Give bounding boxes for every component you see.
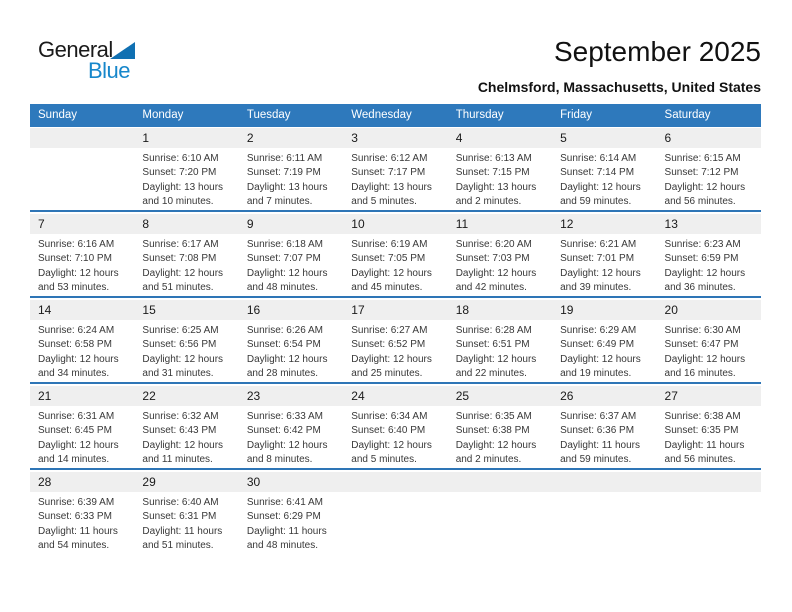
calendar (30, 104, 761, 554)
day-number: 10 (351, 217, 365, 231)
day-info-line: Daylight: 11 hours (664, 439, 745, 451)
empty-day-cell (30, 148, 134, 210)
day-cell (343, 320, 447, 382)
day-info-line: Daylight: 13 hours (351, 181, 432, 193)
day-info-line: Sunset: 6:40 PM (351, 425, 426, 437)
day-info-line: Daylight: 12 hours (560, 181, 641, 193)
day-info-line: Sunrise: 6:33 AM (246, 411, 323, 422)
day-info-line: Sunset: 7:05 PM (351, 253, 426, 265)
day-cell (134, 492, 238, 554)
day-info-line: Sunrise: 6:16 AM (38, 239, 115, 250)
day-info-line: Sunset: 6:35 PM (664, 425, 739, 437)
day-number (552, 472, 656, 492)
day-number: 9 (246, 217, 254, 231)
day-info-line: Daylight: 13 hours (455, 181, 537, 193)
day-info-line: Daylight: 12 hours (38, 267, 119, 279)
day-info-line: Sunset: 7:20 PM (142, 167, 217, 179)
day-info-line: Sunset: 6:38 PM (455, 425, 530, 437)
day-info-line: Daylight: 12 hours (560, 267, 641, 279)
day-number: 14 (38, 303, 52, 317)
day-info-line: Sunset: 7:10 PM (38, 253, 112, 265)
day-info-line: Sunset: 6:31 PM (142, 511, 217, 523)
empty-day-cell (448, 492, 552, 554)
day-info-line: Daylight: 12 hours (142, 353, 224, 365)
weekday-header-wednesday: Wednesday (351, 109, 412, 121)
day-info-line: Daylight: 12 hours (246, 353, 328, 365)
day-info-line: Daylight: 12 hours (351, 439, 432, 451)
day-info-line: Daylight: 12 hours (142, 439, 224, 451)
day-info-line: and 48 minutes. (246, 539, 319, 551)
day-number: 21 (38, 389, 52, 403)
day-info-line: Sunrise: 6:25 AM (142, 325, 219, 336)
day-info-line: Sunset: 7:12 PM (664, 167, 739, 179)
day-info-line: and 31 minutes. (142, 367, 214, 379)
day-info-line: and 36 minutes. (664, 281, 736, 293)
day-info-line: and 19 minutes. (560, 367, 632, 379)
day-cell (657, 406, 761, 468)
day-cell (30, 234, 134, 296)
day-info-line: Daylight: 12 hours (455, 267, 537, 279)
day-cell (448, 320, 552, 382)
day-number: 23 (246, 389, 261, 403)
day-number: 26 (560, 389, 574, 403)
weekday-header-row (30, 104, 761, 127)
day-info-line: Sunset: 6:29 PM (246, 511, 321, 523)
day-info-line: Daylight: 12 hours (455, 439, 537, 451)
day-info-line: Sunset: 6:45 PM (38, 425, 112, 437)
weekday-header-sunday: Sunday (38, 109, 78, 121)
day-info-line: Sunrise: 6:24 AM (38, 325, 115, 336)
day-info-line: Sunrise: 6:15 AM (664, 153, 741, 164)
day-info-line: and 2 minutes. (455, 195, 522, 207)
day-number: 28 (38, 475, 52, 489)
day-number: 7 (38, 217, 45, 231)
day-info-line: Sunrise: 6:31 AM (38, 411, 115, 422)
day-info-line: Sunset: 6:33 PM (38, 511, 112, 523)
day-cell (239, 234, 343, 296)
empty-day-cell (552, 492, 656, 554)
day-number: 1 (142, 131, 150, 145)
day-cell (657, 320, 761, 382)
day-number: 8 (142, 217, 150, 231)
week-row (30, 210, 761, 296)
day-info-line: Sunset: 6:36 PM (560, 425, 635, 437)
day-number (448, 472, 552, 492)
day-info-line: Daylight: 12 hours (664, 267, 746, 279)
day-info-line: Sunrise: 6:32 AM (142, 411, 219, 422)
day-number: 29 (142, 475, 156, 489)
day-info-line: and 14 minutes. (38, 453, 110, 465)
day-cell (239, 320, 343, 382)
day-cell (239, 406, 343, 468)
week-row (30, 382, 761, 468)
day-info-line: Daylight: 11 hours (246, 525, 327, 537)
week-row (30, 127, 761, 210)
day-number: 2 (246, 131, 254, 145)
day-cell (552, 320, 656, 382)
day-info-line: Sunset: 6:59 PM (664, 253, 739, 265)
day-number: 15 (142, 303, 156, 317)
day-cell (552, 148, 656, 210)
day-cell (30, 492, 134, 554)
day-number: 13 (664, 217, 678, 231)
day-number (657, 472, 761, 492)
page-location: Chelmsford, Massachusetts, United States (477, 79, 761, 95)
day-cell (552, 234, 656, 296)
day-info-line: Daylight: 12 hours (455, 353, 537, 365)
day-info-line: Sunrise: 6:26 AM (246, 325, 323, 336)
calendar-weeks (30, 127, 761, 554)
day-info-line: Daylight: 11 hours (142, 525, 223, 537)
day-info-line: Sunrise: 6:18 AM (246, 239, 323, 250)
day-cell (448, 234, 552, 296)
week-row (30, 468, 761, 554)
day-number-band (30, 472, 761, 492)
day-details-row (30, 320, 761, 382)
day-info-line: Daylight: 12 hours (246, 267, 328, 279)
day-info-line: Daylight: 12 hours (38, 439, 119, 451)
day-number (343, 472, 447, 492)
day-info-line: Sunrise: 6:29 AM (560, 325, 637, 336)
day-number: 18 (455, 303, 470, 317)
day-info-line: Sunrise: 6:21 AM (560, 239, 637, 250)
day-info-line: and 34 minutes. (38, 367, 110, 379)
day-info-line: Daylight: 12 hours (351, 267, 432, 279)
day-cell (448, 148, 552, 210)
weekday-header-tuesday: Tuesday (246, 109, 291, 121)
day-info-line: Sunrise: 6:17 AM (142, 239, 219, 250)
day-info-line: and 16 minutes. (664, 367, 736, 379)
day-info-line: Daylight: 11 hours (560, 439, 640, 451)
day-number-band (30, 300, 761, 320)
day-info-line: and 48 minutes. (246, 281, 319, 293)
day-info-line: and 11 minutes. (142, 453, 213, 465)
day-number (30, 128, 134, 148)
day-info-line: Sunset: 6:58 PM (38, 339, 112, 351)
day-cell (30, 320, 134, 382)
day-info-line: and 7 minutes. (246, 195, 313, 207)
day-number: 5 (560, 131, 567, 145)
day-cell (343, 406, 447, 468)
day-number: 12 (560, 217, 574, 231)
weekday-header-thursday: Thursday (455, 109, 504, 121)
day-info-line: Sunset: 6:47 PM (664, 339, 739, 351)
day-info-line: and 22 minutes. (455, 367, 527, 379)
day-info-line: Sunrise: 6:13 AM (455, 153, 532, 164)
page-title: September 2025 (553, 36, 761, 67)
day-info-line: Sunset: 6:51 PM (455, 339, 530, 351)
day-info-line: Sunrise: 6:14 AM (560, 153, 637, 164)
day-number: 30 (246, 475, 261, 489)
day-cell (239, 492, 343, 554)
day-details-row (30, 406, 761, 468)
day-info-line: Sunset: 7:14 PM (560, 167, 635, 179)
day-number: 27 (664, 389, 678, 403)
day-info-line: Sunrise: 6:35 AM (455, 411, 532, 422)
weekday-header-monday: Monday (142, 109, 184, 121)
day-number: 11 (455, 217, 469, 231)
day-info-line: Sunset: 6:56 PM (142, 339, 217, 351)
day-cell (448, 406, 552, 468)
day-info-line: Sunrise: 6:20 AM (455, 239, 532, 250)
general-blue-logo (38, 37, 158, 85)
day-info-line: and 45 minutes. (351, 281, 423, 293)
day-info-line: Daylight: 13 hours (142, 181, 224, 193)
day-info-line: and 5 minutes. (351, 453, 417, 465)
day-info-line: Sunrise: 6:37 AM (560, 411, 637, 422)
day-info-line: Daylight: 12 hours (664, 353, 746, 365)
day-number: 22 (142, 389, 156, 403)
day-info-line: and 59 minutes. (560, 195, 632, 207)
day-info-line: Sunrise: 6:41 AM (246, 497, 323, 508)
day-info-line: Sunrise: 6:12 AM (351, 153, 428, 164)
logo-triangle-icon (110, 42, 135, 59)
day-number: 19 (560, 303, 574, 317)
day-info-line: and 51 minutes. (142, 281, 214, 293)
day-info-line: and 2 minutes. (455, 453, 522, 465)
day-info-line: Daylight: 12 hours (664, 181, 746, 193)
day-cell (343, 148, 447, 210)
day-cell (134, 234, 238, 296)
day-cell (30, 406, 134, 468)
day-info-line: Daylight: 12 hours (351, 353, 432, 365)
day-cell (239, 148, 343, 210)
day-info-line: Sunrise: 6:11 AM (246, 153, 323, 164)
day-number: 6 (664, 131, 672, 145)
day-details-row (30, 148, 761, 210)
day-info-line: Sunset: 7:01 PM (560, 253, 635, 265)
day-number: 16 (246, 303, 261, 317)
day-info-line: Daylight: 11 hours (38, 525, 118, 537)
day-info-line: Sunset: 7:15 PM (455, 167, 530, 179)
day-number: 25 (455, 389, 470, 403)
week-row (30, 296, 761, 382)
day-info-line: Sunset: 7:17 PM (351, 167, 426, 179)
day-info-line: Daylight: 12 hours (560, 353, 641, 365)
weekday-header-friday: Friday (560, 109, 593, 121)
day-cell (134, 320, 238, 382)
day-info-line: Sunrise: 6:10 AM (142, 153, 219, 164)
day-info-line: Sunrise: 6:19 AM (351, 239, 428, 250)
day-details-row (30, 234, 761, 296)
day-info-line: Sunset: 6:52 PM (351, 339, 426, 351)
day-cell (134, 148, 238, 210)
day-number: 20 (664, 303, 678, 317)
day-info-line: Daylight: 12 hours (38, 353, 119, 365)
day-cell (657, 148, 761, 210)
weekday-header-saturday: Saturday (664, 109, 711, 121)
day-details-row (30, 492, 761, 554)
day-info-line: Sunrise: 6:40 AM (142, 497, 219, 508)
logo-text-blue: Blue (88, 58, 131, 83)
day-info-line: Sunset: 6:42 PM (246, 425, 321, 437)
day-number-band (30, 386, 761, 406)
day-info-line: and 54 minutes. (38, 539, 110, 551)
day-info-line: and 10 minutes. (142, 195, 214, 207)
day-number: 3 (351, 131, 358, 145)
day-info-line: and 25 minutes. (351, 367, 423, 379)
day-info-line: Sunrise: 6:23 AM (664, 239, 741, 250)
day-number: 4 (455, 131, 463, 145)
day-cell (552, 406, 656, 468)
day-cell (343, 234, 447, 296)
day-info-line: and 42 minutes. (455, 281, 527, 293)
day-cell (134, 406, 238, 468)
day-number-band (30, 214, 761, 234)
day-info-line: Sunset: 7:08 PM (142, 253, 217, 265)
day-info-line: Sunset: 6:54 PM (246, 339, 321, 351)
day-number: 17 (351, 303, 365, 317)
day-info-line: Sunset: 7:03 PM (455, 253, 530, 265)
day-info-line: Sunset: 6:43 PM (142, 425, 217, 437)
day-info-line: and 51 minutes. (142, 539, 214, 551)
day-cell (657, 234, 761, 296)
day-info-line: Sunset: 6:49 PM (560, 339, 635, 351)
day-info-line: and 8 minutes. (246, 453, 313, 465)
empty-day-cell (343, 492, 447, 554)
day-info-line: Daylight: 12 hours (142, 267, 224, 279)
day-info-line: and 5 minutes. (351, 195, 417, 207)
day-number-band (30, 128, 761, 148)
day-info-line: Sunrise: 6:30 AM (664, 325, 741, 336)
day-info-line: and 56 minutes. (664, 195, 736, 207)
day-info-line: Sunset: 7:07 PM (246, 253, 321, 265)
day-info-line: and 59 minutes. (560, 453, 632, 465)
day-info-line: Daylight: 13 hours (246, 181, 328, 193)
day-number: 24 (351, 389, 365, 403)
day-info-line: and 39 minutes. (560, 281, 632, 293)
day-info-line: Sunrise: 6:39 AM (38, 497, 115, 508)
logo-text-general: General (38, 37, 113, 62)
day-info-line: and 28 minutes. (246, 367, 319, 379)
day-info-line: Sunrise: 6:38 AM (664, 411, 741, 422)
day-info-line: Daylight: 12 hours (246, 439, 328, 451)
day-info-line: Sunrise: 6:27 AM (351, 325, 428, 336)
day-info-line: Sunset: 7:19 PM (246, 167, 321, 179)
day-info-line: and 53 minutes. (38, 281, 110, 293)
day-info-line: Sunrise: 6:34 AM (351, 411, 428, 422)
empty-day-cell (657, 492, 761, 554)
day-info-line: and 56 minutes. (664, 453, 736, 465)
day-info-line: Sunrise: 6:28 AM (455, 325, 532, 336)
